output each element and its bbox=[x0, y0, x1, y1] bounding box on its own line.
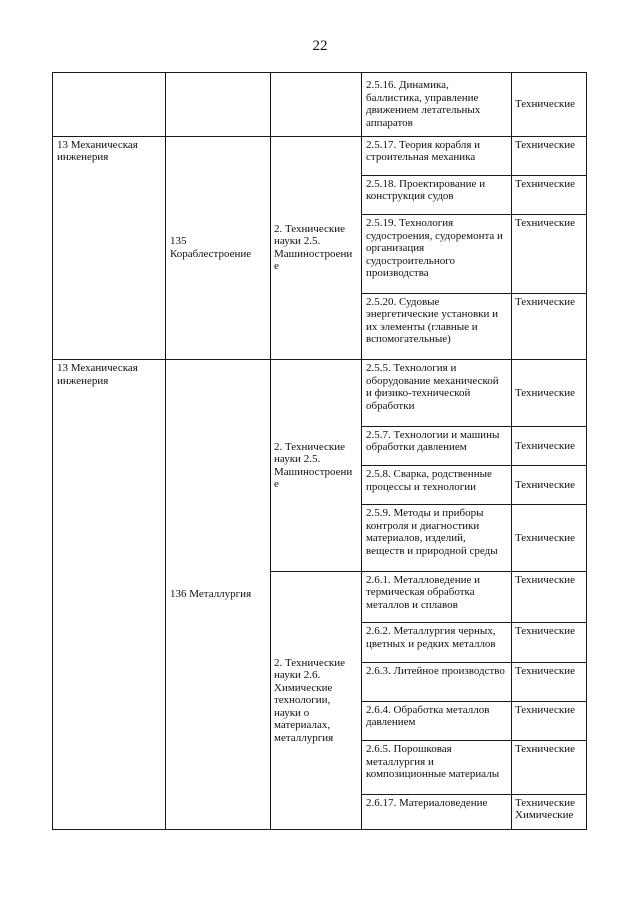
area-cell: 135 Кораблестроение bbox=[166, 136, 271, 360]
area-cell-empty bbox=[166, 73, 271, 137]
group-cell: 2. Технические науки 2.6. Химические технологии, науки о материалах, металлургия bbox=[271, 571, 362, 829]
table-row bbox=[53, 360, 587, 427]
science-kind-cell: Технические bbox=[512, 360, 587, 427]
science-kind-cell: Технические bbox=[512, 701, 587, 740]
group-cell-empty bbox=[271, 73, 362, 137]
specialty-cell: 2.6.3. Литейное производство bbox=[362, 662, 512, 701]
science-kind-cell: Технические bbox=[512, 215, 587, 294]
group-cell: 2. Технические науки 2.5. Машиностроение bbox=[271, 360, 362, 572]
specialty-cell: 2.5.7. Технологии и машины обработки давлением bbox=[362, 426, 512, 465]
field-cell: 13 Механическая инженерия bbox=[53, 136, 166, 360]
specialty-cell: 2.5.9. Методы и приборы контроля и диагностики материалов, изделий, веществ и природной среды bbox=[362, 505, 512, 572]
science-kind-cell: Технические Химические bbox=[512, 794, 587, 829]
specialty-cell: 2.6.2. Металлургия черных, цветных и редких металлов bbox=[362, 623, 512, 662]
science-kind-cell: Технические bbox=[512, 571, 587, 622]
science-kind-cell: Технические bbox=[512, 623, 587, 662]
specialty-cell: 2.5.16. Динамика, баллистика, управление движением летательных аппаратов bbox=[362, 73, 512, 137]
specialty-cell: 2.6.17. Материаловедение bbox=[362, 794, 512, 829]
specialty-cell: 2.5.19. Технология судостроения, судоремонта и организация судостроительного производства bbox=[362, 215, 512, 294]
science-kind-cell: Технические bbox=[512, 662, 587, 701]
science-kind-cell: Технические bbox=[512, 293, 587, 360]
specialty-cell: 2.6.5. Порошковая металлургия и композиционные материалы bbox=[362, 741, 512, 794]
specialty-cell: 2.6.4. Обработка металлов давлением bbox=[362, 701, 512, 740]
science-kind-cell: Технические bbox=[512, 505, 587, 572]
table-row bbox=[53, 73, 587, 137]
group-cell: 2. Технические науки 2.5. Машиностроение bbox=[271, 136, 362, 360]
field-cell-empty bbox=[53, 73, 166, 137]
specialty-cell: 2.5.8. Сварка, родственные процессы и технологии bbox=[362, 466, 512, 505]
table-row bbox=[53, 136, 587, 175]
science-kind-cell: Технические bbox=[512, 175, 587, 214]
science-kind-cell: Технические bbox=[512, 466, 587, 505]
field-cell: 13 Механическая инженерия bbox=[53, 360, 166, 830]
specialties-table bbox=[52, 72, 587, 830]
science-kind-cell: Технические bbox=[512, 136, 587, 175]
specialty-cell: 2.5.5. Технология и оборудование механической и физико-технической обработки bbox=[362, 360, 512, 427]
specialty-cell: 2.6.1. Металловедение и термическая обработка металлов и сплавов bbox=[362, 571, 512, 622]
area-cell: 136 Металлургия bbox=[166, 360, 271, 830]
science-kind-cell: Технические bbox=[512, 426, 587, 465]
specialty-cell: 2.5.18. Проектирование и конструкция судов bbox=[362, 175, 512, 214]
science-kind-cell: Технические bbox=[512, 73, 587, 137]
specialty-cell: 2.5.17. Теория корабля и строительная механика bbox=[362, 136, 512, 175]
science-kind-cell: Технические bbox=[512, 741, 587, 794]
specialty-cell: 2.5.20. Судовые энергетические установки и их элементы (главные и вспомогательные) bbox=[362, 293, 512, 360]
page-number: 22 bbox=[312, 38, 328, 54]
